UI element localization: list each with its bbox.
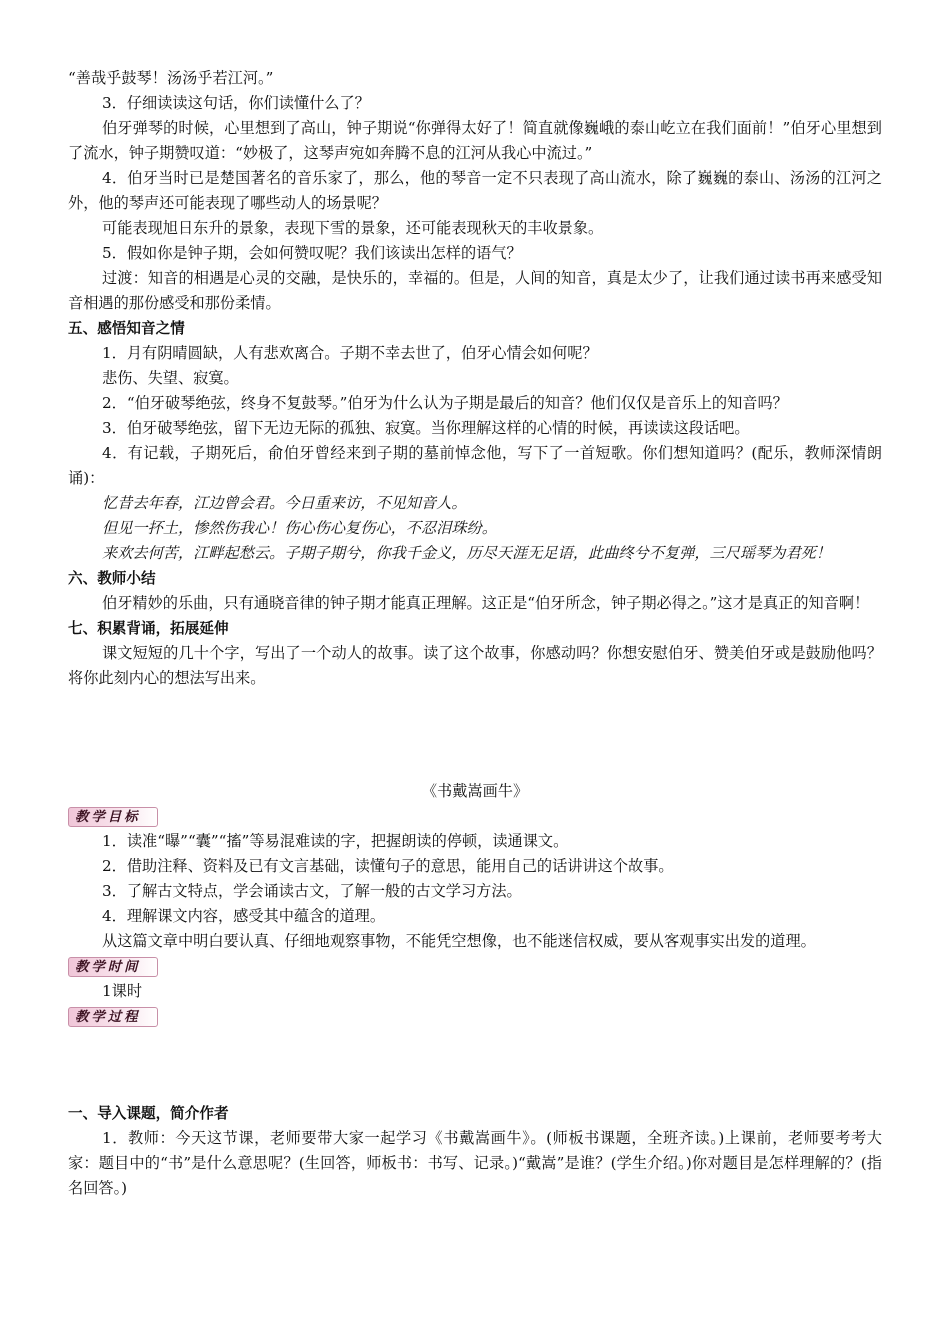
item-4: 4．有记载，子期死后，俞伯牙曾经来到子期的墓前悼念他，写下了一首短歌。你们想知道吗？(配乐，教师深情朗诵)： <box>68 444 882 487</box>
blank-space <box>68 1029 882 1101</box>
badge-teaching-goals: 教学目标 <box>68 807 158 827</box>
answer-4: 可能表现旭日东升的景象，表现下雪的景象，还可能表现秋天的丰收景象。 <box>102 219 604 237</box>
poem-line-3: 来欢去何苦，江畔起愁云。子期子期兮，你我千金义，历尽天涯无足语，此曲终兮不复弹，三尺瑶琴为君死！ <box>102 544 831 562</box>
item-3: 3．伯牙破琴绝弦，留下无边无际的孤独、寂寞。当你理解这样的心情的时候，再读读这段话吧。 <box>102 419 750 437</box>
document-page <box>68 66 882 1201</box>
section-heading-6: 六、教师小结 <box>68 570 156 587</box>
item-1: 1．月有阴晴圆缺，人有悲欢离合。子期不幸去世了，伯牙心情会如何呢？ <box>102 344 598 362</box>
summary-paragraph: 伯牙精妙的乐曲，只有通晓音律的钟子期才能真正理解。这正是“伯牙所念，钟子期必得之。”这才是真正的知音啊！ <box>102 594 870 612</box>
extension-paragraph: 课文短短的几十个字，写出了一个动人的故事。读了这个故事，你感动吗？你想安慰伯牙、赞美伯牙或是鼓励他吗？将你此刻内心的想法写出来。 <box>68 644 882 687</box>
section-heading-7: 七、积累背诵，拓展延伸 <box>68 620 229 637</box>
lesson-title: 《书戴嵩画牛》 <box>421 782 529 800</box>
quote-line: “善哉乎鼓琴！汤汤乎若江河。” <box>68 69 274 87</box>
goal-3: 3．了解古文特点，学会诵读古文，了解一般的古文学习方法。 <box>102 882 522 900</box>
intro-paragraph: 1．教师：今天这节课，老师要带大家一起学习《书戴嵩画牛》。(师板书课题，全班齐读。)上课前，老师要考考大家：题目中的“书”是什么意思呢？(生回答，师板书：书写、记录。)“戴嵩”是谁？(学生介绍。)你对题目是怎样理解的？(指名回答。) <box>68 1129 882 1197</box>
transition-paragraph: 过渡：知音的相遇是心灵的交融，是快乐的，幸福的。但是，人间的知音，真是太少了，让我们通过读书再来感受知音相遇的那份感受和那份柔情。 <box>68 269 882 312</box>
question-5: 5．假如你是钟子期，会如何赞叹呢？我们该读出怎样的语气？ <box>102 244 522 262</box>
badge-teaching-process: 教学过程 <box>68 1007 158 1027</box>
section-heading-1: 一、导入课题，简介作者 <box>68 1105 229 1122</box>
goal-2: 2．借助注释、资料及已有文言基础，读懂句子的意思，能用自己的话讲讲这个故事。 <box>102 857 674 875</box>
goal-5: 从这篇文章中明白要认真、仔细地观察事物，不能凭空想像，也不能迷信权威，要从客观事实出发的道理。 <box>102 932 816 950</box>
poem-line-2: 但见一抔土，惨然伤我心！伤心伤心复伤心，不忍泪珠纷。 <box>102 519 497 537</box>
goal-1: 1．读准“曝”“囊”“搐”等易混难读的字，把握朗读的停顿，读通课文。 <box>102 832 569 850</box>
section-heading-5: 五、感悟知音之情 <box>68 320 185 337</box>
answer-3: 伯牙弹琴的时候，心里想到了高山，钟子期说“你弹得太好了！简直就像巍峨的泰山屹立在我们面前！”伯牙心里想到了流水，钟子期赞叹道：“妙极了，这琴声宛如奔腾不息的江河从我心中流过。” <box>68 119 882 162</box>
item-1-answer: 悲伤、失望、寂寞。 <box>102 369 239 387</box>
item-2: 2．“伯牙破琴绝弦，终身不复鼓琴。”伯牙为什么认为子期是最后的知音？他们仅仅是音乐上的知音吗？ <box>102 394 788 412</box>
question-4: 4．伯牙当时已是楚国著名的音乐家了，那么，他的琴音一定不只表现了高山流水，除了巍巍的泰山、汤汤的江河之外，他的琴声还可能表现了哪些动人的场景呢？ <box>68 169 882 212</box>
time-value: 1课时 <box>102 982 143 1000</box>
question-3: 3．仔细读读这句话，你们读懂什么了？ <box>102 94 370 112</box>
goal-4: 4．理解课文内容，感受其中蕴含的道理。 <box>102 907 386 925</box>
badge-teaching-time: 教学时间 <box>68 957 158 977</box>
poem-line-1: 忆昔去年春，江边曾会君。今日重来访，不见知音人。 <box>102 494 467 512</box>
